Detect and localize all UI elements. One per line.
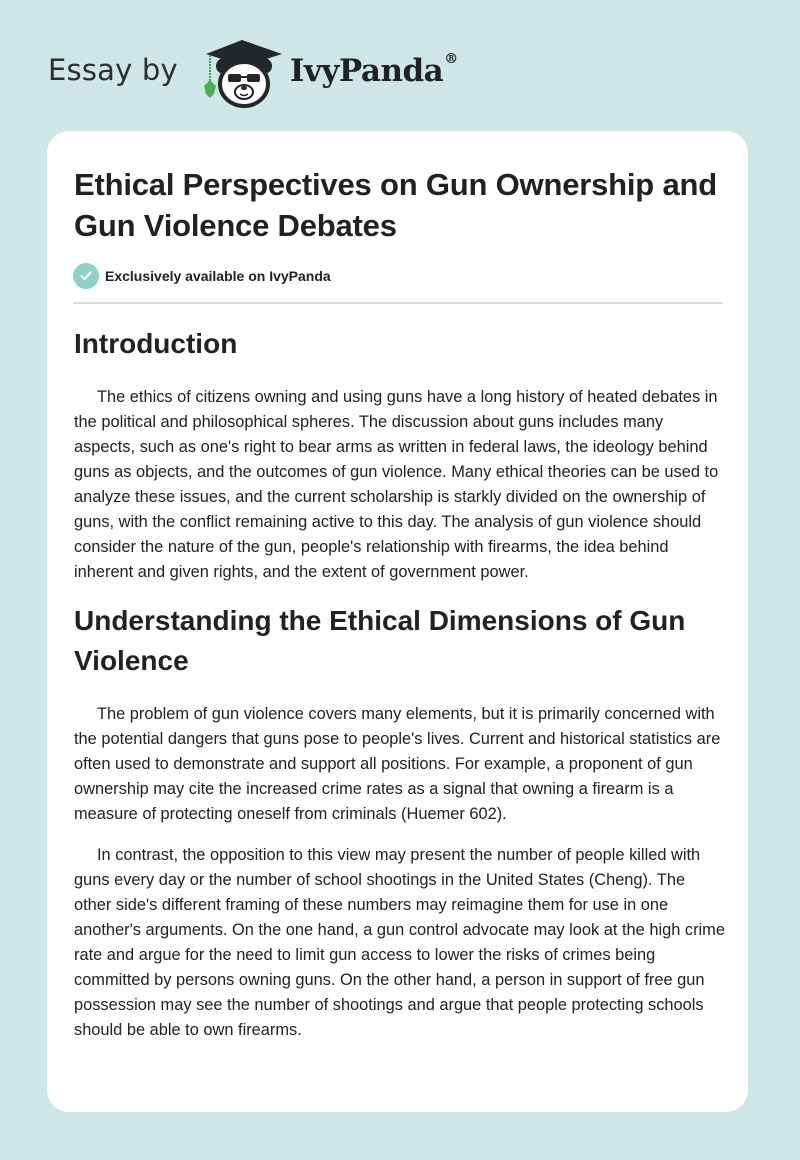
check-circle-icon [73, 263, 99, 289]
registered-mark: ® [444, 51, 458, 67]
paragraph: In contrast, the opposition to this view may present the number of people killed with guns every day or the number of school shootings in the United States (Cheng). The other side's different framing of these numbers may reimagine them for use in one another's arguments. On the one hand, a gun control advocate may look at the high crime rate and argue for the need to limit gun access to lower the risks of crimes being committed by persons owning guns. On the other hand, a person in support of free gun possession may see the number of shootings and argue that people protecting schools should be able to own firearms. [74, 846, 725, 1039]
brand-name[interactable] [290, 53, 458, 89]
site-header [48, 36, 458, 108]
panda-graduate-icon[interactable] [196, 36, 286, 108]
paragraph: The ethics of citizens owning and using guns have a long history of heated debates in the political and philosophical spheres. The discussion about guns includes many aspects, such as one's right to bear arms as written in federal laws, the ideology behind guns as objects, and the outcomes of gun violence. Many ethical theories can be used to analyze these issues, and the current scholarship is starkly divided on the ownership of guns, with the conflict remaining active to this day. The analysis of gun violence should consider the nature of the gun, people's relationship with firearms, the idea behind inherent and given rights, and the extent of government power. [74, 388, 719, 581]
divider [73, 302, 723, 304]
badge-text: Exclusively available on IvyPanda [105, 268, 331, 284]
section-heading-introduction: Introduction [74, 328, 238, 359]
brand-text: IvyPanda [289, 53, 444, 89]
paragraph: The problem of gun violence covers many elements, but it is primarily concerned with the potential dangers that guns pose to people's lives. Current and historical statistics are often used to demonstrate and support all positions. For example, a proponent of gun ownership may cite the increased crime rates as a signal that owning a firearm is a measure of protecting oneself from criminals (Huemer 602). [74, 705, 721, 823]
section-heading-ethical-dimensions: Understanding the Ethical Dimensions of Gun Violence [74, 605, 686, 676]
essay-by-label: Essay by [48, 53, 178, 87]
essay-card [47, 131, 748, 1112]
page-title: Ethical Perspectives on Gun Ownership and Gun Violence Debates [74, 167, 717, 243]
exclusive-badge [73, 263, 331, 289]
